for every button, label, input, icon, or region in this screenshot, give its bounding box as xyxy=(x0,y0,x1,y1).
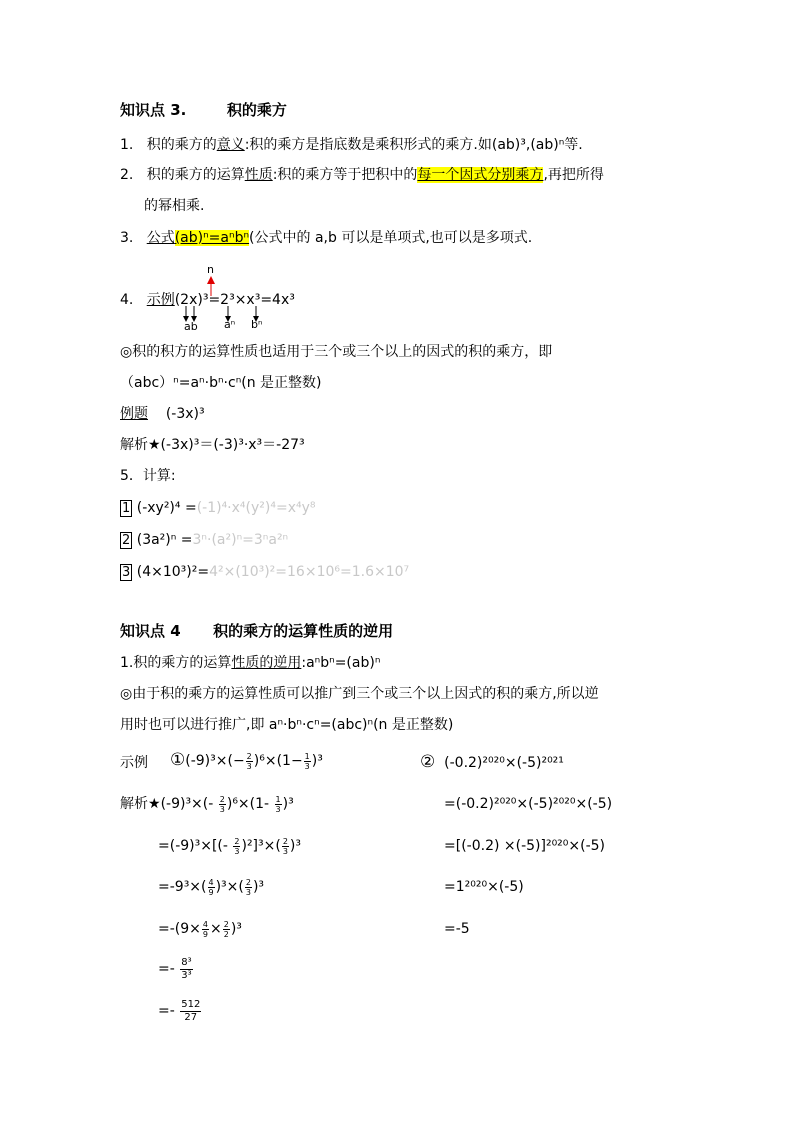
circled-2: ② xyxy=(420,752,436,772)
term-property: 性质 xyxy=(244,167,273,183)
calc-row-3: 3 (4×10³)²=4²×(10³)²=16×10⁶=1.6×10⁷ xyxy=(122,564,410,580)
calc-number-box: 1 xyxy=(122,501,131,516)
k4-note-line-1: ◎由于积的乘方的运算性质可以推广到三个或三个以上因式的积的乘方,所以逆 xyxy=(120,686,599,702)
k4-example-2: ② (-0.2)²⁰²⁰×(-5)²⁰²¹ xyxy=(420,752,564,772)
k4-right-step-1: =(-0.2)²⁰²⁰×(-5)²⁰²⁰×(-5) xyxy=(444,796,613,812)
k4-solution-step-1: 解析★(-9)³×(- $\frac{2}{3}$ )⁶×(1- $\frac{1}{3}$ )³ xyxy=(120,794,294,814)
k4-solution-step-3: =-9³×( $\frac{4}{9}$ )³×( $\frac{2}{3}$ )³ xyxy=(158,877,265,897)
calc-answer: (-1)⁴·x⁴(y²)⁴=x⁴y⁸ xyxy=(196,500,316,516)
power-formula: (ab)ⁿ=aⁿbⁿ xyxy=(174,230,250,246)
label-ab: ab xyxy=(184,320,198,333)
k4-right-step-4: =-5 xyxy=(444,921,470,937)
k4-item-1: 1.积的乘方的运算性质的逆用:aⁿbⁿ=(ab)ⁿ xyxy=(120,655,381,671)
k3-item-1: 1. 积的乘方的意义:积的乘方是指底数是乘积形式的乘方.如(ab)³,(ab)ⁿ等. xyxy=(120,137,583,153)
term-formula: 公式 xyxy=(146,230,175,246)
section-3-number: 知识点 3. xyxy=(120,101,187,119)
calc-row-2: 2 (3a²)ⁿ =3ⁿ·(a²)ⁿ=3ⁿa²ⁿ xyxy=(122,532,289,548)
k3-item-3: 3. 公式(ab)ⁿ=aⁿbⁿ(公式中的 a,b 可以是单项式,也可以是多项式. xyxy=(120,230,533,246)
k4-solution-step-6: =- $\frac{512}{27}$ xyxy=(158,998,201,1023)
k3-note-line-2: （abc）ⁿ=aⁿ·bⁿ·cⁿ(n 是正整数) xyxy=(120,375,322,391)
k3-example xyxy=(120,407,205,421)
example-formula: (2x)³=2³×x³=4x³ xyxy=(174,292,295,308)
example-label: 例题 xyxy=(120,406,148,422)
calc-number-box: 2 xyxy=(122,533,131,548)
section-3-title: 积的乘方 xyxy=(226,101,287,119)
k4-right-step-3: =1²⁰²⁰×(-5) xyxy=(444,879,524,895)
k4-solution-step-5: =- $\frac{\text{8³}}{\text{3³}}$ xyxy=(158,956,192,981)
k3-solution: 解析★(-3x)³＝(-3)³·x³＝-27³ xyxy=(120,437,305,453)
calc-answer: 3ⁿ·(a²)ⁿ=3ⁿa²ⁿ xyxy=(192,532,289,548)
section-4-heading xyxy=(120,624,393,639)
k3-note-line-1: ◎积的积方的运算性质也适用于三个或三个以上的因式的积的乘方，即 xyxy=(120,344,553,360)
calc-answer: 4²×(10³)²=16×10⁶=1.6×10⁷ xyxy=(209,564,410,580)
k4-solution-step-2: =(-9)³×[(- $\frac{2}{3}$ )²]³×( $\frac{2}{3}$ )³ xyxy=(158,836,301,856)
label-n: n xyxy=(207,263,214,276)
term-inverse: 性质的逆用 xyxy=(231,655,302,671)
k4-note-line-2: 用时也可以进行推广,即 aⁿ·bⁿ·cⁿ=(abc)ⁿ(n 是正整数) xyxy=(120,717,454,733)
term-example: 示例 xyxy=(146,292,175,308)
label-an: aⁿ xyxy=(224,318,236,331)
section-4-number: 知识点 4 xyxy=(120,622,181,640)
k3-item-2: 2. 积的乘方的运算性质:积的乘方等于把积中的每一个因式分别乘方,再把所得 xyxy=(120,167,604,183)
k4-example-label: 示例 xyxy=(120,755,148,771)
k4-example-1: ①(-9)³×(− $\frac{2}{3}$ )⁶×(1− $\frac{1}{3}$ )³ xyxy=(170,750,323,771)
term-meaning: 意义 xyxy=(216,137,245,153)
section-4-title: 积的乘方的运算性质的逆用 xyxy=(213,622,394,640)
k3-item-2-cont: 的幂相乘. xyxy=(144,198,205,214)
k4-solution-step-4: =-(9× $\frac{4}{9}$ × $\frac{2}{2}$ )³ xyxy=(158,919,242,939)
calc-row-1: 1 (-xy²)⁴ =(-1)⁴·x⁴(y²)⁴=x⁴y⁸ xyxy=(122,500,316,516)
k3-item-5: 5．计算: xyxy=(120,468,176,484)
label-bn: bⁿ xyxy=(251,318,263,331)
section-3-heading xyxy=(120,103,287,118)
circled-1: ① xyxy=(170,750,186,770)
calc-number-box: 3 xyxy=(122,565,131,580)
highlighted-rule: 每一个因式分别乘方 xyxy=(417,167,544,183)
k3-item-4: 4. 示例(2x)³=2³×x³=4x³ xyxy=(120,292,295,308)
example-expression: (-3x)³ xyxy=(165,406,205,422)
k4-right-step-2: =[(-0.2) ×(-5)]²⁰²⁰×(-5) xyxy=(444,838,606,854)
